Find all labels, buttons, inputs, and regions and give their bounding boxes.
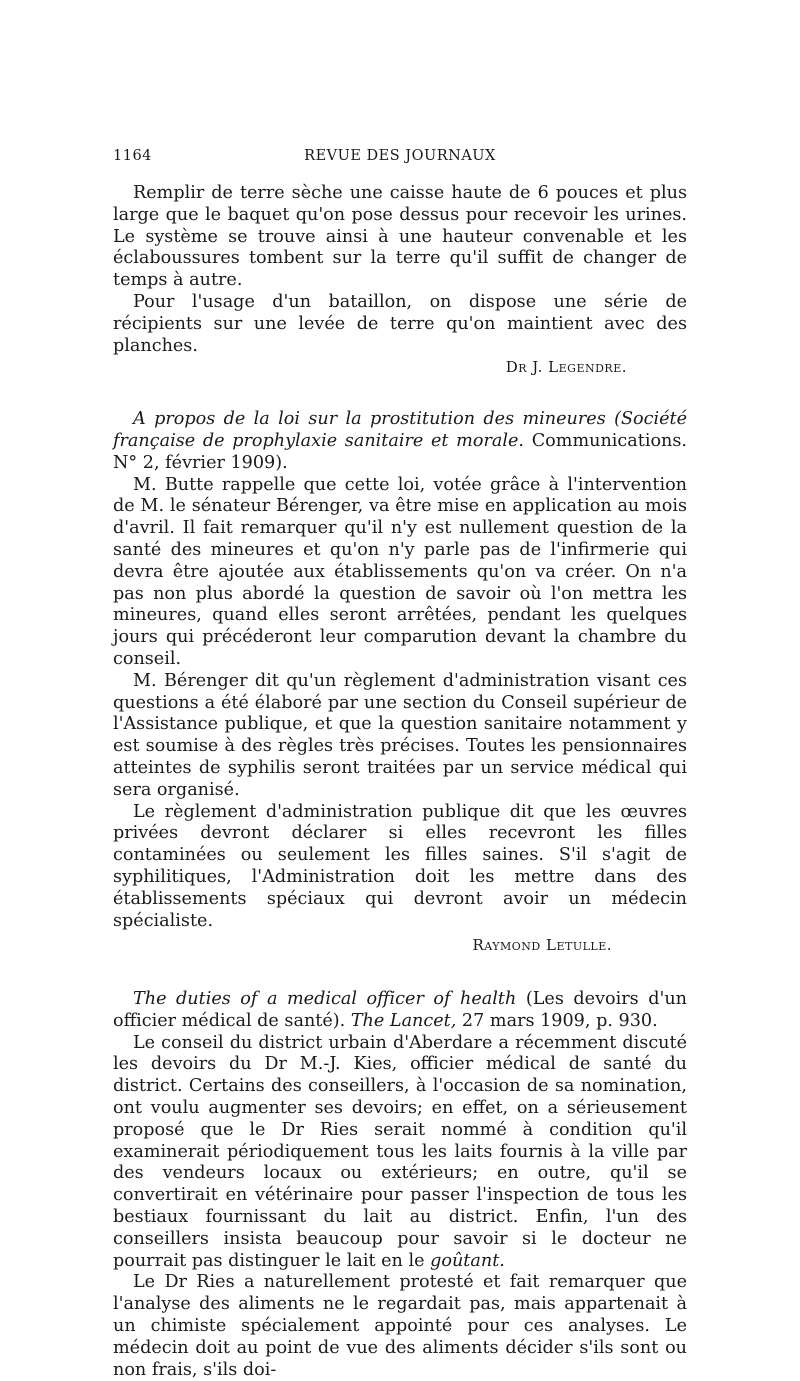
running-title: REVUE DES JOURNAUX [304,148,496,164]
article3-italic-word: goûtant. [430,1250,505,1271]
article3-reference [113,989,687,1033]
article2-paragraph: M. Bérenger dit qu'un règlement d'administration visant ces questions a été élaboré par une section du Conseil supérieur de l'Assistance publique, et que la question sanitaire notamment y est soumise à des règles très précises. Toutes les pensionnaires atteintes de syphilis seront traitées par un service médical qui sera organisé. [113,670,687,800]
article3-paragraph [113,1033,687,1273]
page-header [113,148,687,170]
article1-paragraph: Remplir de terre sèche une caisse haute de 6 pouces et plus large que le baquet qu'on pose dessus pour recevoir les urines. Le système se trouve ainsi à une hauteur convenable et les éclaboussures tombent sur la terre qu'il suffit de changer de temps à autre. [113,183,687,291]
article2-reference [113,409,687,474]
article3-title: The duties of a medical officer of health [133,989,517,1010]
article2-paragraph: M. Butte rappelle que cette loi, votée grâce à l'intervention de M. le sénateur Bérenger, va être mise en application au mois d'avril. Il fait remarquer qu'il n'y est nullement question de la santé des mineures et qu'on n'y parle pas de l'infirmerie qui devra être ajoutée aux établissements qu'on va créer. On n'a pas non plus abordé la question de savoir où l'on mettra les mineures, quand elles seront arrêtées, pendant les quelques jours qui précéderont leur comparution devant la chambre du conseil. [113,474,687,669]
article3-journal: The Lancet, [350,1010,457,1031]
article3-translation: (Les devoirs d'un officier médical de santé). [113,989,687,1031]
page-body [113,183,687,1381]
article1-paragraph: Pour l'usage d'un bataillon, on dispose une série de récipients sur une levée de terre qu'on maintient avec des planches. [113,291,687,356]
article3-paragraph-text: Le conseil du district urbain d'Aberdare a récemment discuté les devoirs du Dr M.-J. Kies, officier médical de santé du district. Certains des conseillers, à l'occasion de sa nomination, ont voulu augmenter ses devoirs; en effet, on a sérieusement proposé que le Dr Ries serait nommé à condition qu'il examinerait périodiquement tous les laits fournis à la ville par des vendeurs locaux ou extérieurs; en outre, qu'il se convertirait en vétérinaire pour passer l'inspection de tous les bestiaux fournissant du lait au district. Enfin, l'un des conseillers insista beaucoup pour savoir si le docteur ne pourrait pas distinguer le lait en le [113,1032,687,1271]
article3-paragraph: Le Dr Ries a naturellement protesté et fait remarquer que l'analyse des aliments ne le regardait pas, mais appartenait à un chimiste spécialement appointé pour ces analyses. Le médecin doit au point de vue des aliments décider s'ils sont ou non frais, s'ils doi- [113,1272,687,1380]
article1-signature: Dr J. Legendre. [505,358,627,377]
article2-citation: Communications. N° 2, février 1909). [113,430,687,473]
article2-paragraph: Le règlement d'administration publique dit que les œuvres privées devront déclarer si elles recevront les filles contaminées ou seulement les filles saines. S'il s'agit de syphilitiques, l'Administration doit les mettre dans des établissements spéciaux qui devront avoir un médecin spécialiste. [113,801,687,931]
article3-citation: 27 mars 1909, p. 930. [456,1010,658,1031]
article2-source: (Société française de prophylaxie sanitaire et morale. [113,409,688,451]
page-number: 1164 [113,148,152,164]
article2-title: A propos de la loi sur la prostitution des mineures [133,409,606,430]
article2-signature: Raymond Letulle. [472,936,612,955]
